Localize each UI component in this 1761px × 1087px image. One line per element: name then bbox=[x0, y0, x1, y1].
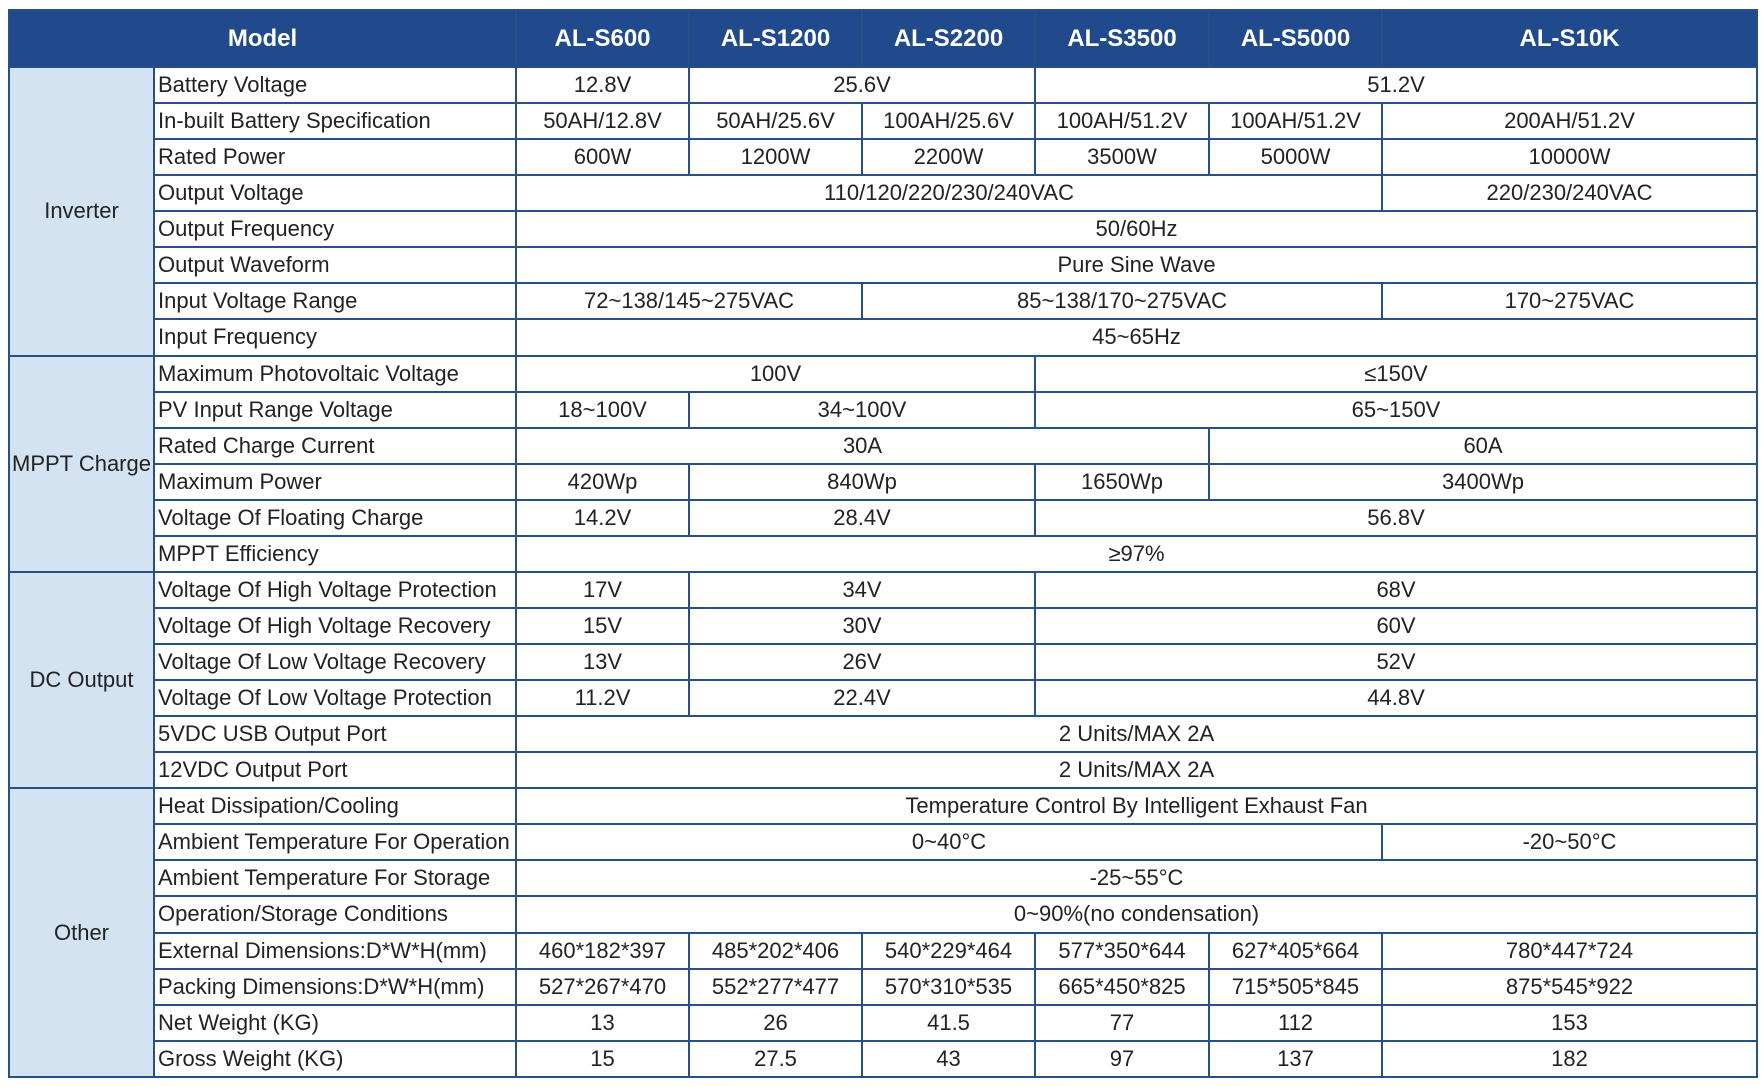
row-label: Voltage Of Low Voltage Protection bbox=[154, 680, 516, 716]
spec-value: 15V bbox=[516, 608, 689, 644]
spec-value: 840Wp bbox=[689, 464, 1035, 500]
spec-value: 45~65Hz bbox=[516, 319, 1757, 355]
spec-value: 44.8V bbox=[1035, 680, 1757, 716]
spec-value: 527*267*470 bbox=[516, 969, 689, 1005]
row-label: Battery Voltage bbox=[154, 67, 516, 103]
row-label: Output Frequency bbox=[154, 211, 516, 247]
spec-value: 50AH/12.8V bbox=[516, 103, 689, 139]
row-label: Gross Weight (KG) bbox=[154, 1041, 516, 1077]
spec-row bbox=[9, 536, 1757, 572]
spec-value: 18~100V bbox=[516, 392, 689, 428]
spec-row bbox=[9, 969, 1757, 1005]
row-label: Ambient Temperature For Storage bbox=[154, 860, 516, 896]
spec-row bbox=[9, 860, 1757, 896]
spec-value: 43 bbox=[862, 1041, 1035, 1077]
spec-value: 2 Units/MAX 2A bbox=[516, 752, 1757, 788]
spec-row bbox=[9, 788, 1757, 824]
spec-row bbox=[9, 752, 1757, 788]
spec-value: 182 bbox=[1382, 1041, 1757, 1077]
header-model-col: AL-S10K bbox=[1382, 10, 1757, 67]
spec-value: 77 bbox=[1035, 1005, 1209, 1041]
spec-value: 65~150V bbox=[1035, 392, 1757, 428]
row-label: Operation/Storage Conditions bbox=[154, 896, 516, 932]
header-model: Model bbox=[9, 10, 516, 67]
spec-row bbox=[9, 175, 1757, 211]
row-label: Maximum Power bbox=[154, 464, 516, 500]
spec-row bbox=[9, 644, 1757, 680]
spec-value: 5000W bbox=[1209, 139, 1382, 175]
row-label: Voltage Of Floating Charge bbox=[154, 500, 516, 536]
spec-value: 17V bbox=[516, 572, 689, 608]
spec-row bbox=[9, 319, 1757, 355]
spec-value: 25.6V bbox=[689, 67, 1035, 103]
spec-value: 715*505*845 bbox=[1209, 969, 1382, 1005]
spec-value: 0~40°C bbox=[516, 824, 1382, 860]
spec-row bbox=[9, 1005, 1757, 1041]
spec-value: 97 bbox=[1035, 1041, 1209, 1077]
spec-row bbox=[9, 103, 1757, 139]
row-label: 12VDC Output Port bbox=[154, 752, 516, 788]
spec-row bbox=[9, 1041, 1757, 1077]
row-label: Voltage Of Low Voltage Recovery bbox=[154, 644, 516, 680]
spec-value: 420Wp bbox=[516, 464, 689, 500]
spec-value: 30A bbox=[516, 428, 1209, 464]
spec-value: 0~90%(no condensation) bbox=[516, 896, 1757, 932]
spec-value: 100AH/25.6V bbox=[862, 103, 1035, 139]
spec-row bbox=[9, 608, 1757, 644]
spec-value: 50AH/25.6V bbox=[689, 103, 862, 139]
spec-value: 600W bbox=[516, 139, 689, 175]
spec-value: 2 Units/MAX 2A bbox=[516, 716, 1757, 752]
spec-value: 13V bbox=[516, 644, 689, 680]
spec-row bbox=[9, 139, 1757, 175]
spec-value: 780*447*724 bbox=[1382, 933, 1757, 969]
row-label: Heat Dissipation/Cooling bbox=[154, 788, 516, 824]
spec-row bbox=[9, 824, 1757, 860]
spec-body bbox=[9, 67, 1757, 1077]
spec-value: 153 bbox=[1382, 1005, 1757, 1041]
header-model-col: AL-S3500 bbox=[1035, 10, 1209, 67]
row-label: Packing Dimensions:D*W*H(mm) bbox=[154, 969, 516, 1005]
spec-row bbox=[9, 356, 1757, 392]
spec-value: 85~138/170~275VAC bbox=[862, 283, 1382, 319]
spec-value: 200AH/51.2V bbox=[1382, 103, 1757, 139]
spec-value: 68V bbox=[1035, 572, 1757, 608]
group-inverter: Inverter bbox=[9, 67, 154, 356]
spec-value: 540*229*464 bbox=[862, 933, 1035, 969]
spec-value: 460*182*397 bbox=[516, 933, 689, 969]
row-label: 5VDC USB Output Port bbox=[154, 716, 516, 752]
spec-value: 52V bbox=[1035, 644, 1757, 680]
spec-value: 15 bbox=[516, 1041, 689, 1077]
row-label: Voltage Of High Voltage Recovery bbox=[154, 608, 516, 644]
spec-row bbox=[9, 247, 1757, 283]
spec-row bbox=[9, 211, 1757, 247]
spec-value: Pure Sine Wave bbox=[516, 247, 1757, 283]
spec-value: 485*202*406 bbox=[689, 933, 862, 969]
spec-value: 100AH/51.2V bbox=[1209, 103, 1382, 139]
spec-value: 112 bbox=[1209, 1005, 1382, 1041]
spec-value: 137 bbox=[1209, 1041, 1382, 1077]
spec-value: 50/60Hz bbox=[516, 211, 1757, 247]
spec-value: 27.5 bbox=[689, 1041, 862, 1077]
header-row bbox=[9, 10, 1757, 67]
row-label: Input Voltage Range bbox=[154, 283, 516, 319]
spec-value: 11.2V bbox=[516, 680, 689, 716]
row-label: In-built Battery Specification bbox=[154, 103, 516, 139]
spec-value: 41.5 bbox=[862, 1005, 1035, 1041]
spec-value: 26 bbox=[689, 1005, 862, 1041]
spec-row bbox=[9, 572, 1757, 608]
row-label: Ambient Temperature For Operation bbox=[154, 824, 516, 860]
row-label: Rated Power bbox=[154, 139, 516, 175]
spec-value: 170~275VAC bbox=[1382, 283, 1757, 319]
spec-value: 72~138/145~275VAC bbox=[516, 283, 862, 319]
spec-value: 110/120/220/230/240VAC bbox=[516, 175, 1382, 211]
spec-value: 34~100V bbox=[689, 392, 1035, 428]
spec-value: 1650Wp bbox=[1035, 464, 1209, 500]
spec-row bbox=[9, 933, 1757, 969]
group-mppt-charge: MPPT Charge bbox=[9, 356, 154, 572]
spec-value: 14.2V bbox=[516, 500, 689, 536]
spec-value: 552*277*477 bbox=[689, 969, 862, 1005]
header-model-col: AL-S600 bbox=[516, 10, 689, 67]
group-dc-output: DC Output bbox=[9, 572, 154, 788]
spec-row bbox=[9, 283, 1757, 319]
spec-value: 56.8V bbox=[1035, 500, 1757, 536]
header-model-col: AL-S5000 bbox=[1209, 10, 1382, 67]
spec-table bbox=[8, 9, 1758, 1078]
spec-row bbox=[9, 680, 1757, 716]
spec-value: Temperature Control By Intelligent Exhaust Fan bbox=[516, 788, 1757, 824]
spec-row bbox=[9, 464, 1757, 500]
row-label: Rated Charge Current bbox=[154, 428, 516, 464]
spec-value: 577*350*644 bbox=[1035, 933, 1209, 969]
spec-value: 1200W bbox=[689, 139, 862, 175]
spec-row bbox=[9, 428, 1757, 464]
row-label: Maximum Photovoltaic Voltage bbox=[154, 356, 516, 392]
spec-value: 3500W bbox=[1035, 139, 1209, 175]
header-model-col: AL-S1200 bbox=[689, 10, 862, 67]
spec-value: 26V bbox=[689, 644, 1035, 680]
spec-value: 12.8V bbox=[516, 67, 689, 103]
spec-value: 28.4V bbox=[689, 500, 1035, 536]
spec-row bbox=[9, 896, 1757, 932]
spec-value: 100V bbox=[516, 356, 1035, 392]
spec-value: -20~50°C bbox=[1382, 824, 1757, 860]
spec-value: ≤150V bbox=[1035, 356, 1757, 392]
spec-row bbox=[9, 716, 1757, 752]
spec-value: 22.4V bbox=[689, 680, 1035, 716]
spec-value: 627*405*664 bbox=[1209, 933, 1382, 969]
row-label: Net Weight (KG) bbox=[154, 1005, 516, 1041]
spec-value: 570*310*535 bbox=[862, 969, 1035, 1005]
row-label: Output Waveform bbox=[154, 247, 516, 283]
header-model-col: AL-S2200 bbox=[862, 10, 1035, 67]
spec-row bbox=[9, 500, 1757, 536]
spec-row bbox=[9, 67, 1757, 103]
spec-value: 60A bbox=[1209, 428, 1757, 464]
spec-value: 30V bbox=[689, 608, 1035, 644]
group-other: Other bbox=[9, 788, 154, 1077]
row-label: Output Voltage bbox=[154, 175, 516, 211]
row-label: PV Input Range Voltage bbox=[154, 392, 516, 428]
spec-value: 13 bbox=[516, 1005, 689, 1041]
spec-value: 100AH/51.2V bbox=[1035, 103, 1209, 139]
spec-value: 665*450*825 bbox=[1035, 969, 1209, 1005]
spec-row bbox=[9, 392, 1757, 428]
spec-value: 220/230/240VAC bbox=[1382, 175, 1757, 211]
spec-value: 2200W bbox=[862, 139, 1035, 175]
spec-value: 875*545*922 bbox=[1382, 969, 1757, 1005]
spec-value: -25~55°C bbox=[516, 860, 1757, 896]
spec-value: ≥97% bbox=[516, 536, 1757, 572]
spec-value: 60V bbox=[1035, 608, 1757, 644]
spec-value: 51.2V bbox=[1035, 67, 1757, 103]
spec-value: 34V bbox=[689, 572, 1035, 608]
row-label: Voltage Of High Voltage Protection bbox=[154, 572, 516, 608]
row-label: External Dimensions:D*W*H(mm) bbox=[154, 933, 516, 969]
row-label: MPPT Efficiency bbox=[154, 536, 516, 572]
row-label: Input Frequency bbox=[154, 319, 516, 355]
spec-value: 10000W bbox=[1382, 139, 1757, 175]
spec-value: 3400Wp bbox=[1209, 464, 1757, 500]
